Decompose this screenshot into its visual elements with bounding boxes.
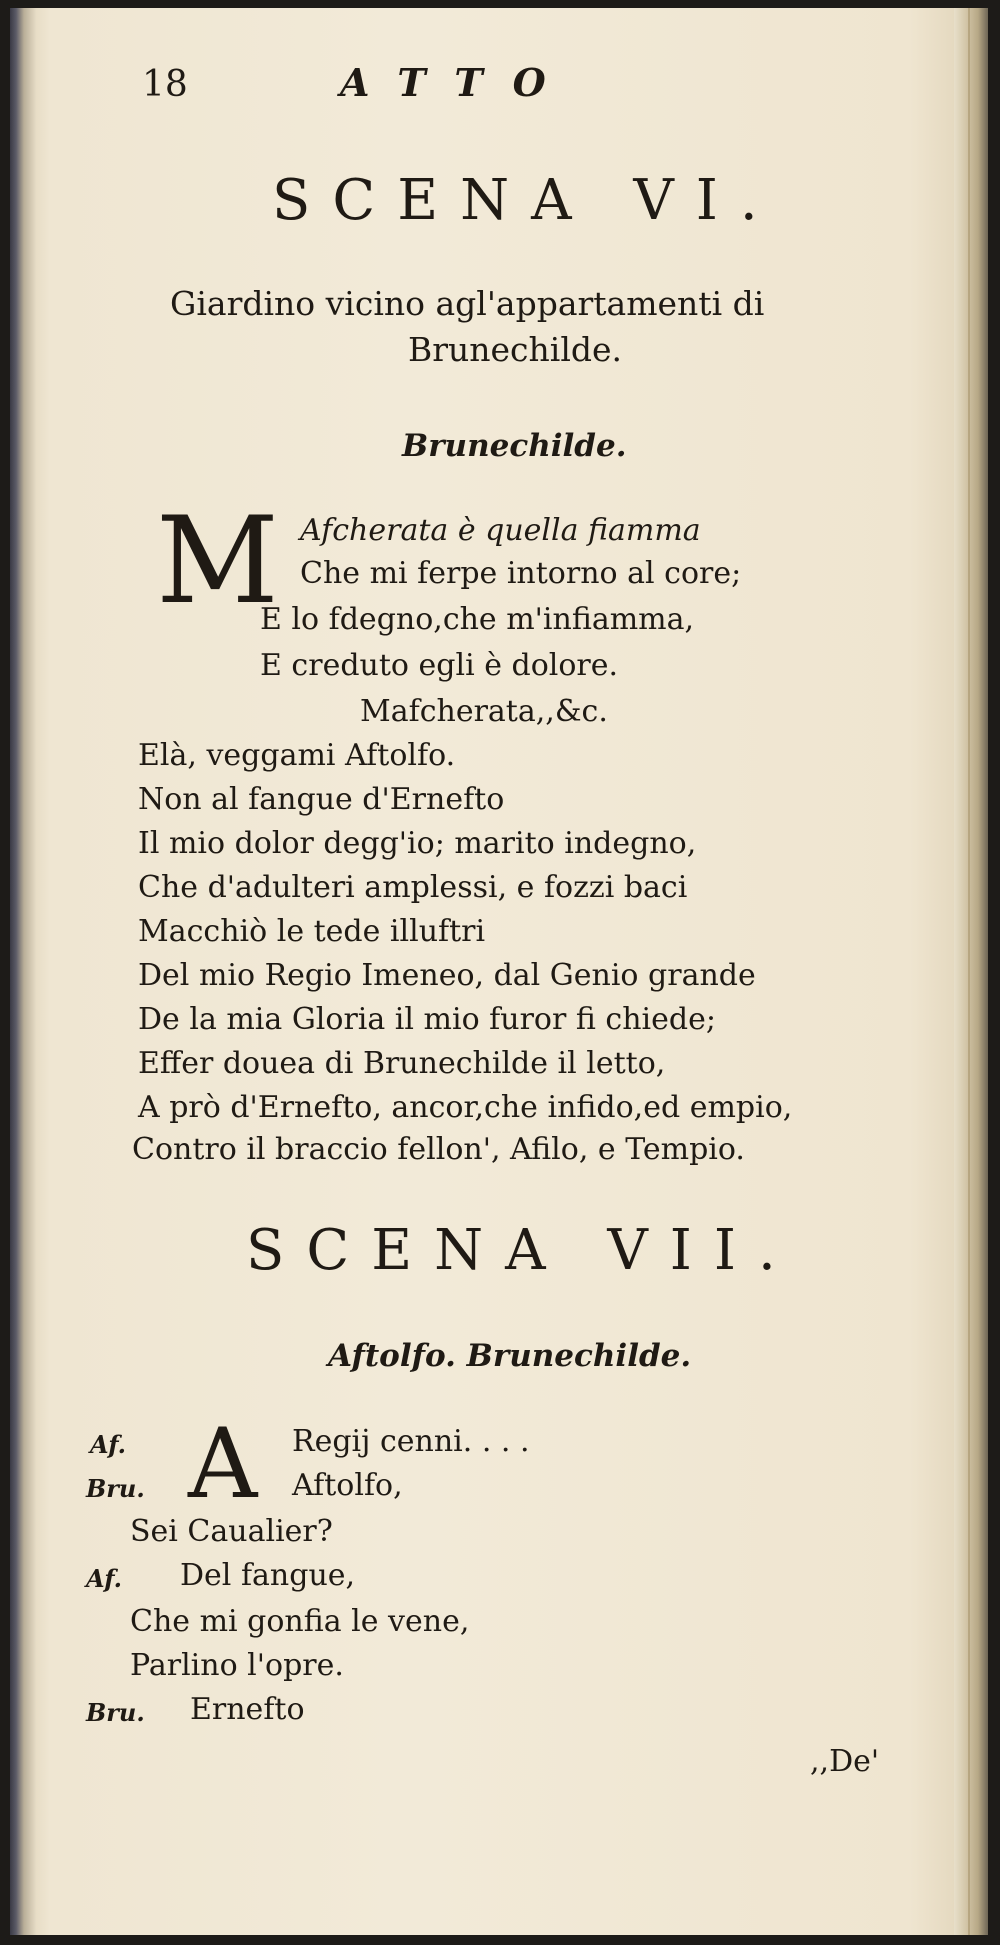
dialogue-line: Regij cenni. . . . [292,1424,530,1459]
scene-6-title: SCENA VI. [272,168,780,233]
verse-line: E lo fdegno,che m'infiamma, [260,602,695,637]
verse-line: Che mi ferpe intorno al core; [300,556,742,591]
scene-6-setting-line-1: Giardino vicino agl'appartamenti di [170,284,765,323]
verse-line: Mafcherata,,&c. [360,694,608,729]
scene-6-setting-line-2: Brunechilde. [408,330,623,369]
speaker-abbreviation: Af. [86,1564,123,1593]
dialogue-line: Che mi gonfia le vene, [130,1604,470,1639]
page-left-edge [10,8,36,1935]
scene-6-speaker: Brunechilde. [402,428,627,464]
dialogue-line: Parlino l'opre. [130,1648,344,1683]
verse-line: Che d'adulteri amplessi, e fozzi baci [138,870,688,905]
dialogue-line: Sei Caualier? [130,1514,333,1549]
dialogue-line: Ernefto [190,1692,305,1727]
scene-6-dropcap: M [156,492,279,631]
verse-line: Elà, veggami Aftolfo. [138,738,456,773]
speaker-abbreviation: Bru. [86,1474,145,1503]
verse-line: Effer douea di Brunechilde il letto, [138,1046,666,1081]
verse-line: Contro il braccio fellon', Afilo, e Tempio. [132,1132,745,1167]
dialogue-line: Aftolfo, [292,1468,403,1503]
page-fold-line [968,8,970,1935]
dialogue-line: Del fangue, [180,1558,356,1593]
verse-line: E creduto egli è dolore. [260,648,619,683]
verse-line: A prò d'Ernefto, ancor,che infido,ed empio, [138,1090,793,1125]
verse-line: Del mio Regio Imeneo, dal Genio grande [138,958,756,993]
scene-7-dropcap: A [188,1408,258,1520]
verse-line: Non al fangue d'Ernefto [138,782,505,817]
page-right-edge [954,8,988,1935]
verse-line: De la mia Gloria il mio furor fi chiede; [138,1002,716,1037]
running-head-title: ATTO [340,60,576,105]
verse-line: Il mio dolor degg'io; marito indegno, [138,826,697,861]
scene-7-title: SCENA VII. [246,1218,798,1283]
speaker-abbreviation: Af. [90,1430,127,1459]
page-number: 18 [142,64,188,105]
scene-7-speakers: Aftolfo. Brunechilde. [328,1338,692,1374]
verse-line: Macchiò le tede illuftri [138,914,486,949]
speaker-abbreviation: Bru. [86,1698,145,1727]
book-page [10,8,988,1935]
verse-line: Afcherata è quella fiamma [300,513,701,548]
catchword: ,,De' [810,1744,880,1779]
